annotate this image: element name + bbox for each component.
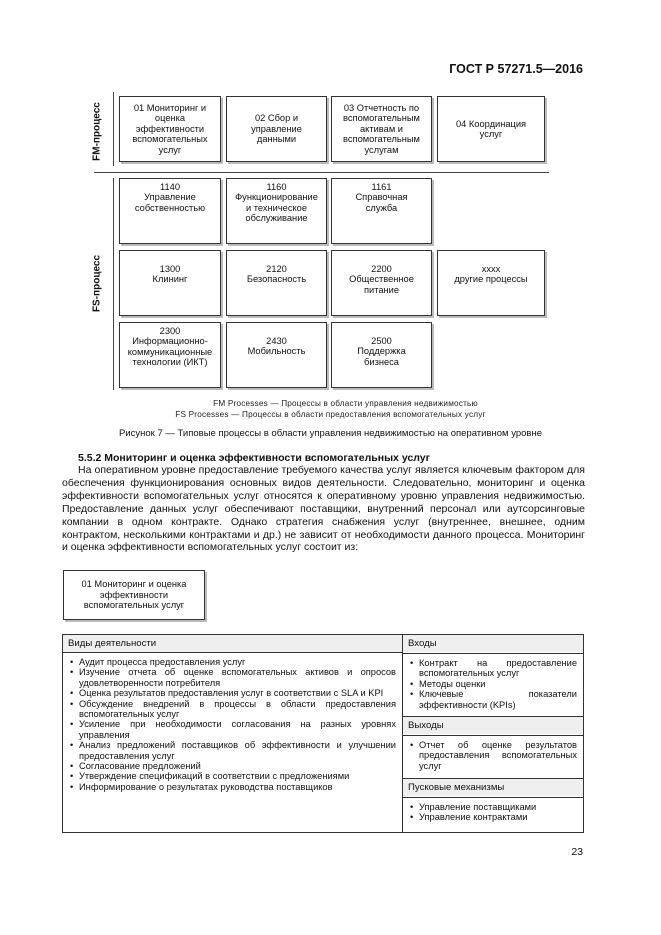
outputs-header-cell — [403, 717, 584, 736]
fs-divider-line — [113, 178, 114, 390]
fs-box-1300 — [119, 250, 221, 316]
fs-box-other — [437, 250, 545, 316]
fm-box-label: 04 Координация услуг — [455, 118, 527, 139]
fs-box-text: Управление собственностью — [134, 192, 206, 213]
fm-fs-separator — [94, 172, 549, 173]
fs-box-code: 1160 — [266, 182, 287, 192]
inputs-header-cell — [403, 635, 584, 654]
activity-table — [62, 634, 584, 833]
list-item: • Отчет об оценке результатов предоставления вспомогательных услуг — [407, 740, 577, 771]
triggers-header: Пусковые механизмы — [403, 779, 583, 796]
process-box-label: 01 Мониторинг и оценка эффективности вспомогательных услуг — [81, 579, 187, 611]
fs-box-code: 2200 — [371, 264, 392, 274]
page-number: 23 — [571, 846, 583, 858]
fs-box-code: 2120 — [266, 264, 287, 274]
fs-box-code: хххх — [481, 264, 501, 274]
section-paragraph: На оперативном уровне предоставление требуемого качества услуг является ключевым фактором для обеспечения функционирования основных видов деятельности. Следовательно, мониторинг и оценка эффективности вспомогательных услуг относятся к оперативному уровню управления недвижимостью. Предоставление данных услуг обеспечивают поставщики, внутренний персонал или аутсорсинговые компании в одном контракте. Однако стратегия снабжения услуг (внутреннее, внешнее, одним контрактом, несколькими контрактами и др.) не зависит от необходимости данного процесса. Мониторинг и оценка эффективности вспомогательных услуг состоит из: — [62, 464, 585, 554]
fs-box-1161 — [331, 178, 432, 244]
fs-box-text: Безопасность — [246, 274, 307, 285]
activities-cell — [63, 635, 403, 833]
list-item: • Управление контрактами — [407, 812, 577, 822]
list-item: • Согласование предложений — [67, 761, 396, 771]
fm-box-label: 01 Мониторинг и оценка эффективности вспомогательных услуг — [132, 102, 208, 155]
process-box-monitoring — [63, 570, 205, 620]
fs-box-text: Общественное питание — [349, 274, 414, 295]
fm-process-label: FM-процесс — [91, 102, 103, 161]
process-figure — [0, 0, 661, 440]
list-item: • Обсуждение внедрений в процессы в области предоставления вспомогательных услуг — [67, 699, 396, 720]
fs-box-code: 2430 — [266, 336, 287, 346]
fs-box-text: Справочная служба — [355, 192, 408, 213]
section-title: 5.5.2 Мониторинг и оценка эффективности вспомогательных услуг — [78, 452, 430, 464]
figure-caption: Рисунок 7 — Типовые процессы в области управления недвижимостью на оперативном уровне — [119, 428, 542, 439]
inputs-header: Входы — [403, 635, 583, 652]
fs-box-text: Поддержка бизнеса — [357, 346, 406, 367]
fs-box-text: Мобильность — [247, 346, 306, 357]
document-header: ГОСТ Р 57271.5—2016 — [449, 62, 583, 76]
list-item: • Утверждение спецификаций в соответствии с предложениями — [67, 771, 396, 781]
fs-box-text: Информационно-коммуникационные технологии (ИКТ) — [127, 336, 213, 368]
fm-box-data — [226, 96, 327, 162]
fs-box-code: 1161 — [371, 182, 392, 192]
fm-box-label: 03 Отчетность по вспомогательным активам и вспомогательным услугам — [343, 102, 420, 155]
fm-divider-line — [113, 92, 114, 166]
fs-box-1140 — [119, 178, 221, 244]
fs-box-text: другие процессы — [454, 274, 528, 285]
fs-box-2430 — [226, 322, 327, 388]
list-item: • Ключевые показатели эффективности (KPIs) — [407, 689, 577, 710]
fs-process-label: FS-процесс — [91, 254, 103, 313]
fs-box-text: Клининг — [152, 274, 188, 285]
outputs-header: Выходы — [403, 717, 583, 734]
fm-box-reporting — [331, 96, 432, 162]
fm-box-monitoring — [119, 96, 221, 162]
figure-legend-fs: FS Processes — Процессы в области предоставления вспомогательных услуг — [175, 410, 486, 419]
list-item: • Анализ предложений поставщиков об эффективности и улучшении предоставления услуг — [67, 740, 396, 761]
activities-list — [63, 657, 402, 792]
fs-box-2300 — [119, 322, 221, 388]
figure-legend-fm: FM Processes — Процессы в области управления недвижимостью — [213, 399, 478, 408]
triggers-cell — [403, 798, 584, 833]
fs-box-text: Функционирование и техническое обслуживание — [235, 192, 318, 224]
list-item: • Аудит процесса предоставления услуг — [67, 657, 396, 667]
fm-box-coordination — [437, 96, 545, 162]
outputs-list — [403, 740, 583, 771]
list-item: • Контракт на предоставление вспомогательных услуг — [407, 658, 577, 679]
fs-box-1160 — [226, 178, 327, 244]
activities-header: Виды деятельности — [63, 635, 402, 653]
list-item: • Информирование о результатах руководства поставщиков — [67, 782, 396, 792]
outputs-cell — [403, 736, 584, 779]
inputs-cell — [403, 654, 584, 717]
triggers-header-cell — [403, 779, 584, 798]
fs-box-2120 — [226, 250, 327, 316]
inputs-list — [403, 658, 583, 710]
list-item: • Методы оценки — [407, 679, 577, 689]
triggers-list — [403, 802, 583, 823]
fs-box-code: 2300 — [159, 326, 181, 336]
fs-box-2200 — [331, 250, 432, 316]
list-item: • Усиление при необходимости согласования на разных уровнях управления — [67, 719, 396, 740]
fs-box-2500 — [331, 322, 432, 388]
list-item: • Изучение отчета об оценке вспомогательных активов и опросов удовлетворенности потребителя — [67, 667, 396, 688]
list-item: • Оценка результатов предоставления услуг в соответствии с SLA и KPI — [67, 688, 396, 698]
list-item: • Управление поставщиками — [407, 802, 577, 812]
fs-box-code: 1140 — [160, 182, 180, 192]
fs-box-code: 1300 — [159, 264, 181, 274]
fm-box-label: 02 Сбор и управление данными — [251, 113, 302, 145]
fs-box-code: 2500 — [371, 336, 392, 346]
